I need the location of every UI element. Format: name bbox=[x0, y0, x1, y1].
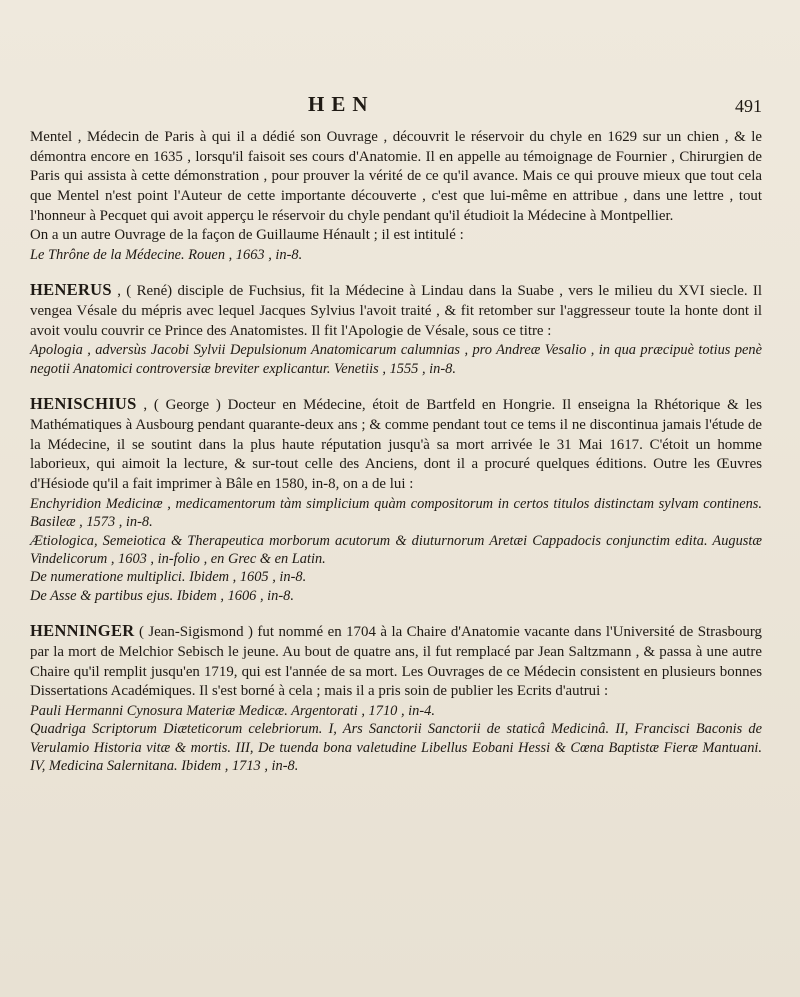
page-content bbox=[30, 128, 762, 791]
reference: Enchyridion Medicinæ , medicamentorum tàm simplicium quàm compositorum in certos titulos distinctam sylvam continens. Basileæ , 1573 , in-8. bbox=[30, 495, 762, 531]
paragraph bbox=[30, 393, 762, 494]
page-title: HEN bbox=[308, 92, 375, 116]
work-note: On a un autre Ouvrage de la façon de Guillaume Hénault ; il est intitulé : bbox=[30, 227, 464, 244]
entry-henninger bbox=[30, 620, 762, 775]
entry-text: , ( George ) Docteur en Médecine, étoit de Bartfeld en Hongrie. Il enseigna la Rhétorique & les Mathématiques à Ausbourg pendant quarante-deux ans ; & comme pendant tout ce tems il ne discontinua jamais l'étude de la Médecine, il se soutint dans la plus haute réputation jusqu'à sa mort arrivée le 31 Mai 1617. C'étoit un homme laborieux, qui aimoit la lecture, & sur-tout celle des Anciens, dont il a procuré quelques éditions. Outre les Œuvres d'Hésiode qu'il a fait imprimer à Bâle en 1580, in-8, on a de lui : bbox=[30, 397, 762, 493]
entry-text: ( Jean-Sigismond ) fut nommé en 1704 à la Chaire d'Anatomie vacante dans l'Université de Strasbourg par la mort de Melchior Sebisch le jeune. Au bout de quatre ans, il fut remplacé par Jean Saltzmann , & passa à une autre Chaire qu'il remplit jusqu'en 1719, qui est l'année de sa mort. Les Ouvrages de ce Médecin consistent en plusieurs bonnes Dissertations Académiques. Il s'est borné à cela ; mais il a pris soin de publier les Ecrits d'autrui : bbox=[30, 624, 762, 700]
work-title: Le Thrône de la Médecine. Rouen , 1663 , in-8. bbox=[30, 247, 303, 264]
entry-henischius bbox=[30, 393, 762, 605]
page-number: 491 bbox=[735, 96, 762, 116]
paragraph bbox=[30, 279, 762, 341]
paragraph bbox=[30, 620, 762, 702]
reference: Pauli Hermanni Cynosura Materiæ Medicæ. Argentorati , 1710 , in-4. bbox=[30, 703, 435, 720]
entry-heading: HENERUS bbox=[30, 280, 112, 300]
entry-heading: HENISCHIUS bbox=[30, 394, 137, 414]
paragraph: Mentel , Médecin de Paris à qui il a dédié son Ouvrage , découvrit le réservoir du chyle en 1629 sur un chien , & le démontra encore en 1635 , lorsqu'il faisoit ses cours d'Anatomie. Il en appelle au témoignage de Fournier , Chirurgien de Paris qui assista à cette démonstration , pour prouver la vérité de ce qu'il avance. Mais ce qui prouve mieux que tout cela que Mentel n'est point l'Auteur de cette importante découverte , c'est que lui-même en attribue , dans une lettre , tout l'honneur à Pecquet qui avoit apperçu le réservoir du chyle pendant qu'il étudioit la Médecine à Montpellier. bbox=[30, 129, 762, 224]
entry-heading: HENNINGER bbox=[30, 621, 135, 641]
entry-mentel-continuation bbox=[30, 128, 762, 264]
reference: Quadriga Scriptorum Diæteticorum celebriorum. I, Ars Sanctorii Sanctorii de staticâ Medicinâ. II, Francisci Baconis de Verulamio Historia vitæ & mortis. III, De tuenda bona valetudine Libellus Eobani Hessi & Cœna Baptistæ Fieræ Mantuani. IV, Medicina Salernitana. Ibidem , 1713 , in-8. bbox=[30, 721, 762, 775]
reference: Ætiologica, Semeiotica & Therapeutica morborum acutorum & diuturnorum Aretæi Cappadocis conjunctim edita. Augustæ Vindelicorum , 1603 , in-folio , en Grec & en Latin. bbox=[30, 532, 762, 568]
entry-henerus bbox=[30, 279, 762, 378]
reference: Apologia , adversùs Jacobi Sylvii Depulsionum Anatomicarum calumnias , pro Andreæ Vesalio , in qua præcipuè totius penè negotii Anatomici controversiæ breviter explicantur. Venetiis , 1555 , in-8. bbox=[30, 342, 762, 377]
reference: De numeratione multiplici. Ibidem , 1605 , in-8. bbox=[30, 569, 307, 586]
running-head bbox=[0, 92, 800, 122]
entry-text: , ( René) disciple de Fuchsius, fit la Médecine à Lindau dans la Suabe , vers le milieu du XVI siecle. Il vengea Vésale du mépris avec lequel Jacques Sylvius l'avoit traité , & fit retomber sur l'aggresseur toute la honte dont il avoit voulu couvrir ce Prince des Anatomistes. Il fit l'Apologie de Vésale, sous ce titre : bbox=[30, 283, 762, 339]
reference: De Asse & partibus ejus. Ibidem , 1606 , in-8. bbox=[30, 587, 294, 604]
